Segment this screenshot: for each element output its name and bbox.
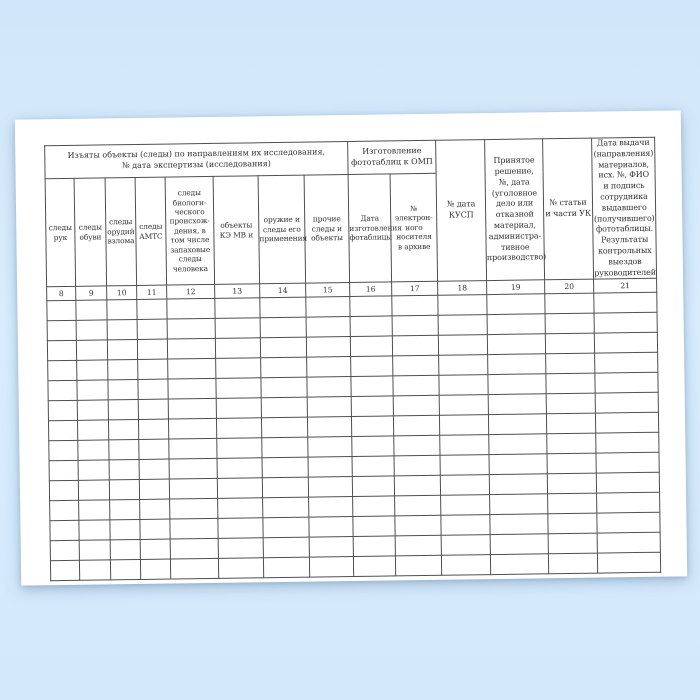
table-cell [262, 457, 308, 478]
table-cell [439, 375, 488, 396]
table-cell [47, 321, 76, 341]
column-number: 19 [487, 280, 545, 295]
table-cell [168, 359, 216, 380]
table-cell [309, 557, 353, 578]
table-cell [309, 497, 353, 518]
table-cell [596, 413, 659, 434]
table-cell [50, 501, 79, 521]
col-header-hand-traces: следы рук [45, 178, 76, 287]
table-cell [77, 400, 108, 420]
table-cell [547, 433, 596, 454]
table-cell [140, 559, 170, 579]
table-cell [545, 313, 594, 334]
table-cell [48, 381, 77, 401]
table-cell [547, 413, 596, 434]
table-cell [308, 477, 352, 498]
table-cell [261, 397, 307, 418]
col-header-decision: Принятое решение, №, дата (уголовное дело или отказной материал, администра- тивное производство) [485, 139, 545, 281]
table-cell [137, 339, 167, 359]
table-cell [394, 416, 440, 437]
table-cell [546, 373, 595, 394]
table-cell [138, 359, 168, 379]
table-cell [488, 374, 546, 395]
table-cell [595, 353, 658, 374]
table-cell [217, 458, 262, 479]
column-number: 15 [306, 283, 350, 298]
column-number: 17 [392, 282, 438, 297]
table-cell [489, 434, 547, 455]
table-cell [77, 380, 108, 400]
column-number: 21 [594, 279, 657, 294]
table-cell [168, 399, 216, 420]
table-cell [47, 341, 76, 361]
table-cell [393, 396, 439, 417]
table-cell [439, 395, 488, 416]
col-header-shoe-traces: следы обуви [74, 178, 107, 287]
table-cell [137, 299, 167, 319]
table-cell [47, 301, 76, 321]
table-cell [263, 557, 309, 578]
table-cell [487, 334, 545, 355]
table-cell [137, 319, 167, 339]
table-cell [76, 340, 107, 360]
table-cell [548, 553, 597, 574]
table-cell [110, 560, 140, 580]
table-cell [263, 537, 309, 558]
table-cell [548, 513, 597, 534]
table-cell [218, 518, 263, 539]
table-cell [218, 498, 263, 519]
table-cell [307, 417, 351, 438]
table-cell [76, 320, 107, 340]
table-cell [140, 519, 170, 539]
table-cell [548, 493, 597, 514]
table-cell [217, 478, 262, 499]
table-cell [261, 357, 307, 378]
table-cell [215, 318, 260, 339]
table-cell [140, 499, 170, 519]
table-cell [138, 419, 168, 439]
table-cell [488, 354, 546, 375]
table-cell [440, 455, 489, 476]
table-cell [490, 494, 548, 515]
table-cell [489, 414, 547, 435]
table-cell [79, 500, 110, 520]
table-cell [595, 393, 658, 414]
table-cell [546, 393, 595, 414]
table-cell [50, 541, 79, 561]
table-cell [139, 479, 169, 499]
table-cell [308, 457, 352, 478]
table-cell [261, 377, 307, 398]
table-cell [440, 475, 489, 496]
table-cell [352, 416, 394, 437]
table-cell [168, 419, 216, 440]
column-number: 16 [350, 282, 392, 297]
table-cell [395, 496, 441, 517]
table-cell [260, 337, 306, 358]
table-cell [489, 454, 547, 475]
table-cell [438, 315, 487, 336]
column-number: 18 [438, 281, 487, 296]
table-cell [350, 296, 392, 317]
table-cell [596, 453, 659, 474]
table-cell [170, 499, 218, 520]
table-cell [490, 514, 548, 535]
table-cell [78, 480, 109, 500]
table-cell [546, 353, 595, 374]
column-number: 12 [167, 285, 215, 300]
table-cell [547, 473, 596, 494]
table-cell [392, 296, 438, 317]
table-cell [441, 495, 490, 516]
col-header-weapon-traces: оружие и следы его применения [258, 175, 306, 284]
table-cell [263, 517, 309, 538]
table-cell [110, 500, 140, 520]
table-cell [490, 534, 548, 555]
col-header-uk-article: № статьи и части УК [543, 138, 594, 280]
table-cell [438, 295, 487, 316]
table-cell [352, 436, 394, 457]
table-cell [306, 317, 350, 338]
table-cell [594, 333, 657, 354]
table-cell [309, 517, 353, 538]
column-number: 13 [215, 284, 260, 299]
col-header-kemv-objects: объекты КЭ МВ и [213, 176, 260, 285]
column-number: 11 [137, 285, 167, 299]
col-header-kusp: № дата КУСП [436, 140, 487, 282]
table-cell [395, 536, 441, 557]
table-cell [77, 360, 108, 380]
table-cell [441, 515, 490, 536]
group-header-phototables: Изготовление фототаблиц к ОМП [348, 140, 436, 174]
table-cell [350, 316, 392, 337]
table-cell [351, 396, 393, 417]
table-cell [353, 496, 395, 517]
table-cell [262, 477, 308, 498]
table-cell [545, 333, 594, 354]
table-cell [441, 555, 490, 576]
table-cell [597, 553, 660, 574]
table-cell [392, 316, 438, 337]
table-cell [596, 473, 659, 494]
table-cell [170, 519, 218, 540]
table-cell [218, 558, 263, 579]
table-cell [108, 360, 138, 380]
table-cell [260, 297, 306, 318]
table-cell [351, 356, 393, 377]
table-cell [49, 481, 78, 501]
table-cell [490, 554, 548, 575]
table-cell [167, 339, 215, 360]
table-cell [262, 437, 308, 458]
table-cell [353, 516, 395, 537]
table-cell [548, 533, 597, 554]
table-cell [395, 516, 441, 537]
table-cell [50, 521, 79, 541]
table-cell [139, 459, 169, 479]
table-cell [545, 293, 594, 314]
table-cell [392, 336, 438, 357]
table-cell [307, 357, 351, 378]
table-cell [107, 340, 137, 360]
table-cell [78, 460, 109, 480]
journal-table [44, 137, 661, 582]
table-cell [438, 335, 487, 356]
table-cell [261, 417, 307, 438]
table-cell [394, 436, 440, 457]
table-cell [79, 560, 110, 580]
table-cell [50, 561, 79, 581]
table-cell [597, 493, 660, 514]
table-cell [594, 313, 657, 334]
table-cell [167, 319, 215, 340]
table-cell [108, 420, 138, 440]
table-cell [138, 379, 168, 399]
table-cell [78, 440, 109, 460]
table-cell [49, 441, 78, 461]
table-cell [79, 520, 110, 540]
table-cell [351, 376, 393, 397]
col-header-other-traces: прочие следы и объекты [304, 174, 350, 283]
table-cell [439, 355, 488, 376]
table-cell [109, 460, 139, 480]
table-cell [597, 533, 660, 554]
table-cell [108, 380, 138, 400]
table-cell [307, 397, 351, 418]
document-page [15, 110, 687, 585]
table-cell [216, 378, 261, 399]
table-cell [48, 361, 77, 381]
table-cell [393, 376, 439, 397]
table-cell [167, 299, 215, 320]
table-cell [48, 421, 77, 441]
table-cell [169, 479, 217, 500]
table-cell [77, 420, 108, 440]
table-cell [109, 480, 139, 500]
table-cell [110, 540, 140, 560]
table-cell [308, 437, 352, 458]
table-cell [306, 297, 350, 318]
table-cell [350, 336, 392, 357]
table-cell [215, 298, 260, 319]
table-cell [594, 293, 657, 314]
table-cell [393, 356, 439, 377]
table-cell [170, 559, 218, 580]
table-cell [488, 394, 546, 415]
table-cell [395, 556, 441, 577]
column-number: 10 [107, 286, 137, 300]
col-header-amts-traces: следы АМТС [135, 177, 167, 286]
table-cell [76, 300, 107, 320]
col-header-media-number: № электрон- ного носителя в архиве [390, 173, 438, 282]
table-cell [110, 520, 140, 540]
table-cell [441, 535, 490, 556]
table-cell [394, 476, 440, 497]
col-header-phototable-date: Дата изготовления фотаблицы [348, 174, 392, 283]
table-cell [487, 294, 545, 315]
table-cell [260, 317, 306, 338]
table-cell [170, 539, 218, 560]
table-cell [138, 399, 168, 419]
table-cell [216, 358, 261, 379]
table-cell [108, 400, 138, 420]
group-header-row [45, 137, 655, 178]
table-cell [218, 538, 263, 559]
column-number: 14 [260, 283, 306, 298]
table-cell [215, 338, 260, 359]
table-cell [168, 379, 216, 400]
col-header-breakin-tool-traces: следы орудий взлома [105, 177, 137, 286]
table-cell [547, 453, 596, 474]
table-cell [597, 513, 660, 534]
col-header-issuance: Дата выдачи (направления) материалов, исх. №, ФИО и подпись сотрудника выдавшего (получившего) фототаблицы. Результаты контрольных выездов руководителей [592, 137, 657, 279]
table-cell [216, 398, 261, 419]
table-cell [79, 540, 110, 560]
table-cell [107, 320, 137, 340]
table-cell [440, 415, 489, 436]
column-number: 8 [47, 287, 76, 301]
table-cell [263, 497, 309, 518]
table-cell [169, 439, 217, 460]
table-cell [139, 439, 169, 459]
group-header-seized-objects: Изъяты объекты (следы) по направлениям их исследования, № дата экспертизы (исследования) [45, 142, 348, 179]
col-header-biological-traces: следы биологи- ческого происхож- дения, в том числе запаховые следы человека [165, 176, 215, 285]
table-cell [109, 440, 139, 460]
table-cell [352, 476, 394, 497]
table-cell [596, 433, 659, 454]
journal-table-body [45, 137, 661, 581]
column-number: 20 [545, 279, 594, 294]
table-cell [353, 556, 395, 577]
table-cell [216, 418, 261, 439]
table-cell [217, 438, 262, 459]
table-cell [440, 435, 489, 456]
table-cell [394, 456, 440, 477]
table-cell [49, 461, 78, 481]
column-number: 9 [76, 286, 107, 300]
table-cell [307, 377, 351, 398]
table-cell [487, 314, 545, 335]
table-cell [169, 459, 217, 480]
table-cell [48, 401, 77, 421]
table-cell [489, 474, 547, 495]
table-cell [595, 373, 658, 394]
table-cell [140, 539, 170, 559]
table-cell [306, 337, 350, 358]
table-cell [107, 300, 137, 320]
table-cell [353, 536, 395, 557]
table-cell [309, 537, 353, 558]
table-cell [352, 456, 394, 477]
